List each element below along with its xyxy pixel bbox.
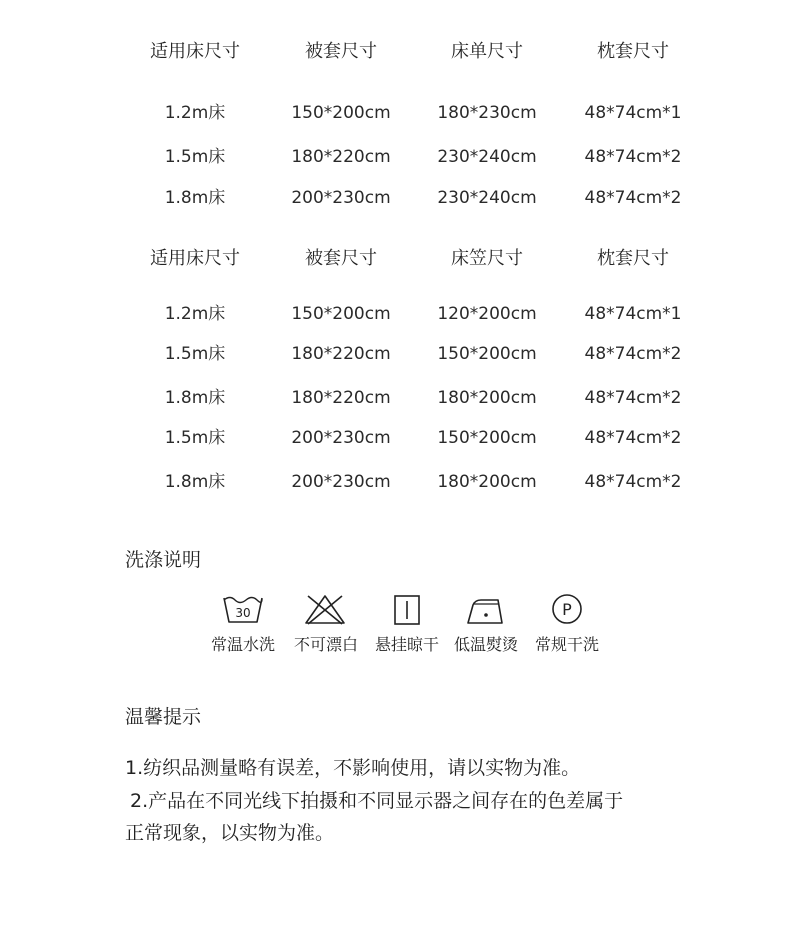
table-header: [0, 247, 790, 271]
care-label-dry-clean: 常规干洗: [534, 635, 599, 654]
care-label-no-bleach: 不可漂白: [293, 635, 358, 654]
bed-size-cell: 1.8m床: [164, 188, 226, 208]
header-bed-size: 适用床尺寸: [150, 248, 240, 269]
fitted-sheet-size-cell: 180*200cm: [437, 388, 537, 408]
table-row: [0, 342, 790, 366]
duvet-size-cell: 180*220cm: [291, 147, 391, 167]
header-duvet-size: 被套尺寸: [305, 41, 377, 62]
care-label-line-dry: 悬挂晾干: [374, 635, 439, 654]
pillowcase-size-cell: 48*74cm*2: [584, 147, 682, 167]
header-sheet-size: 床单尺寸: [451, 41, 523, 62]
wash-30-icon: [221, 592, 265, 626]
line-dry-icon: [385, 592, 429, 626]
pillowcase-size-cell: 48*74cm*2: [584, 472, 682, 492]
bed-size-cell: 1.8m床: [164, 472, 226, 492]
bed-size-cell: 1.8m床: [164, 388, 226, 408]
wash-temp: 30: [235, 606, 251, 620]
pillowcase-size-cell: 48*74cm*1: [584, 103, 682, 123]
sheet-size-cell: 180*230cm: [437, 103, 537, 123]
tips-title: 温馨提示: [125, 706, 202, 728]
sheet-size-cell: 230*240cm: [437, 188, 537, 208]
tip-line-2: 2.产品在不同光线下拍摄和不同显示器之间存在的色差属于: [130, 790, 624, 812]
pillowcase-size-cell: 48*74cm*2: [584, 344, 682, 364]
header-pillowcase-size: 枕套尺寸: [597, 248, 669, 269]
duvet-size-cell: 200*230cm: [291, 188, 391, 208]
header-pillowcase-size: 枕套尺寸: [597, 41, 669, 62]
duvet-size-cell: 200*230cm: [291, 428, 391, 448]
table-row: [0, 470, 790, 494]
header-fitted-sheet-size: 床笠尺寸: [451, 248, 523, 269]
duvet-size-cell: 180*220cm: [291, 344, 391, 364]
bed-size-cell: 1.5m床: [164, 147, 226, 167]
pillowcase-size-cell: 48*74cm*2: [584, 188, 682, 208]
fitted-sheet-size-cell: 150*200cm: [437, 428, 537, 448]
washing-title: 洗涤说明: [125, 549, 202, 571]
low-iron-icon: [464, 592, 508, 626]
table-row: [0, 386, 790, 410]
care-label-wash: 常温水洗: [210, 635, 275, 654]
sheet-size-cell: 230*240cm: [437, 147, 537, 167]
fitted-sheet-size-cell: 120*200cm: [437, 304, 537, 324]
bed-size-cell: 1.2m床: [164, 304, 226, 324]
duvet-size-cell: 180*220cm: [291, 388, 391, 408]
table-row: [0, 145, 790, 169]
header-duvet-size: 被套尺寸: [305, 248, 377, 269]
header-bed-size: 适用床尺寸: [150, 41, 240, 62]
table-row: [0, 186, 790, 210]
pillowcase-size-cell: 48*74cm*1: [584, 304, 682, 324]
pillowcase-size-cell: 48*74cm*2: [584, 428, 682, 448]
duvet-size-cell: 200*230cm: [291, 472, 391, 492]
no-bleach-icon: [303, 592, 347, 626]
tip-line-3: 正常现象，以实物为准。: [125, 822, 335, 844]
pillowcase-size-cell: 48*74cm*2: [584, 388, 682, 408]
fitted-sheet-size-cell: 180*200cm: [437, 472, 537, 492]
table-row: [0, 426, 790, 450]
duvet-size-cell: 150*200cm: [291, 304, 391, 324]
tip-line-1: 1.纺织品测量略有误差，不影响使用，请以实物为准。: [125, 757, 581, 779]
dry-clean-p-icon: [545, 592, 589, 626]
table-row: [0, 101, 790, 125]
care-label-low-iron: 低温熨烫: [453, 635, 518, 654]
dry-clean-symbol: P: [562, 600, 572, 619]
table-header: [0, 40, 790, 64]
bed-size-cell: 1.5m床: [164, 428, 226, 448]
bed-size-cell: 1.5m床: [164, 344, 226, 364]
bed-size-cell: 1.2m床: [164, 103, 226, 123]
table-row: [0, 302, 790, 326]
fitted-sheet-size-cell: 150*200cm: [437, 344, 537, 364]
duvet-size-cell: 150*200cm: [291, 103, 391, 123]
